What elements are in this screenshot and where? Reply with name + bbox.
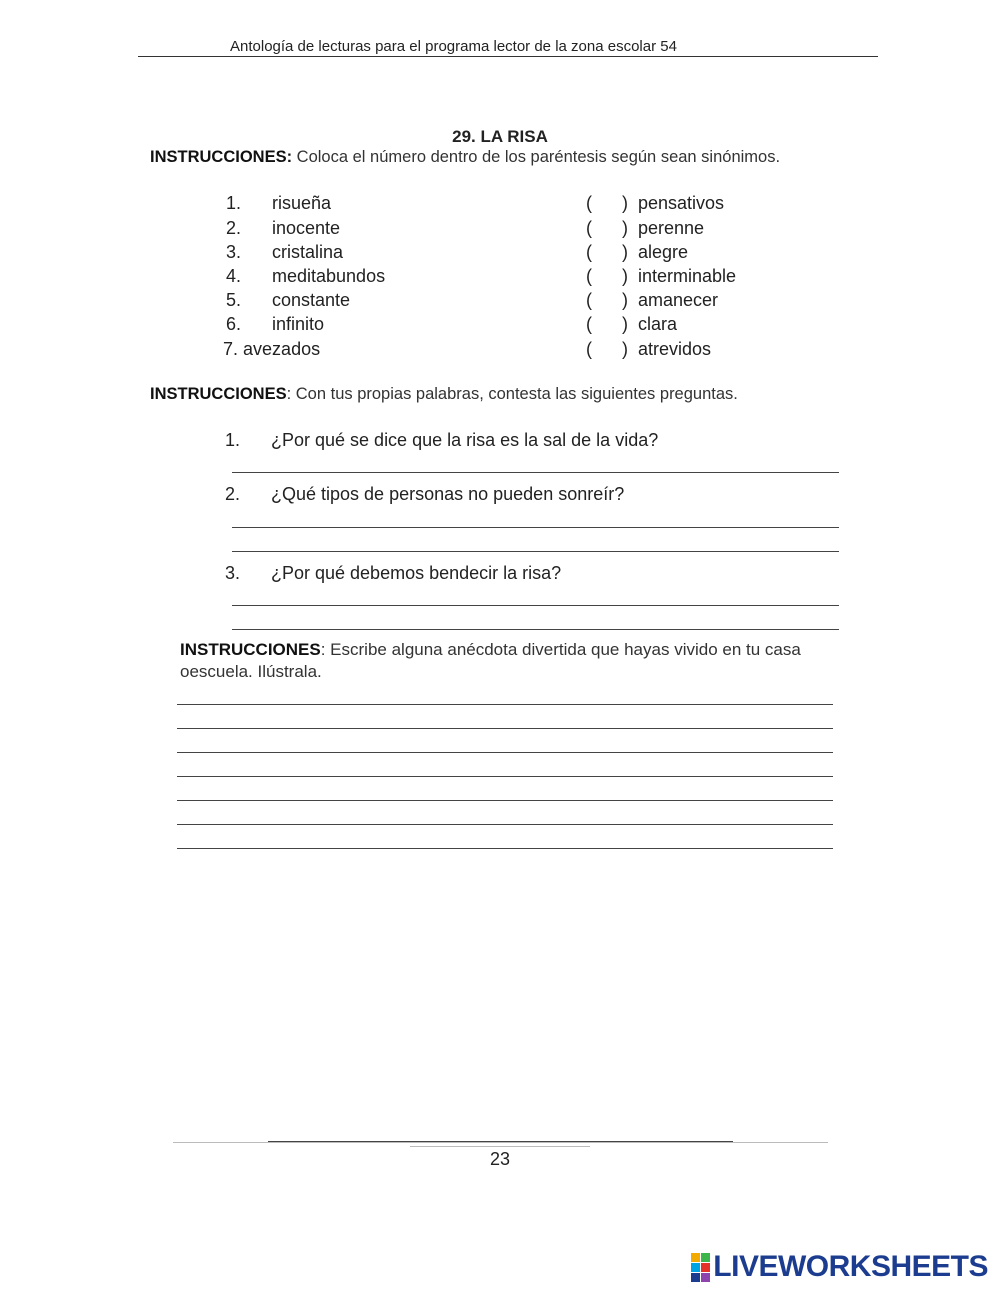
- synonym-item: ( ) perenne: [586, 218, 705, 238]
- answer-parenthesis[interactable]: ( ): [586, 242, 628, 262]
- word-item: 6. infinito: [226, 314, 325, 334]
- word-item: 2. inocente: [226, 218, 341, 238]
- liveworksheets-logo-icon: [691, 1253, 710, 1282]
- header-divider: [138, 56, 878, 57]
- writing-line[interactable]: [177, 728, 833, 729]
- writing-line[interactable]: [177, 704, 833, 705]
- writing-line[interactable]: [177, 776, 833, 777]
- footer-divider: [173, 1142, 828, 1143]
- page-number: 23: [489, 1149, 511, 1169]
- footer-divider: [410, 1146, 590, 1147]
- answer-parenthesis[interactable]: ( ): [586, 314, 628, 334]
- footer-divider: [268, 1141, 733, 1142]
- answer-line[interactable]: [232, 527, 839, 528]
- answer-parenthesis[interactable]: ( ): [586, 218, 628, 238]
- synonym-item: ( ) alegre: [586, 242, 689, 262]
- instructions-anecdote-continued: oescuela. Ilústrala.: [180, 662, 322, 681]
- word-item: 4. meditabundos: [226, 266, 386, 286]
- instructions-label: INSTRUCCIONES:: [150, 148, 293, 166]
- answer-parenthesis[interactable]: ( ): [586, 290, 628, 310]
- instructions-synonyms: [150, 148, 780, 167]
- answer-parenthesis[interactable]: ( ): [586, 339, 628, 359]
- question-1: 1. ¿Por qué se dice que la risa es la sal de la vida?: [225, 430, 659, 450]
- logo-text: LIVEWORKSHEETS: [713, 1250, 988, 1283]
- synonym-item: ( ) pensativos: [586, 193, 725, 213]
- synonym-item: ( ) atrevidos: [586, 339, 712, 359]
- instructions-anecdote: [180, 640, 801, 660]
- answer-line[interactable]: [232, 605, 839, 606]
- word-item: 5. constante: [226, 290, 351, 310]
- synonym-item: ( ) interminable: [586, 266, 737, 286]
- instructions-questions: [150, 385, 738, 404]
- writing-line[interactable]: [177, 848, 833, 849]
- word-item: 7. avezados: [223, 339, 321, 359]
- instructions-text: Coloca el número dentro de los paréntesis según sean sinónimos.: [292, 148, 781, 166]
- question-2: 2. ¿Qué tipos de personas no pueden sonreír?: [225, 484, 625, 504]
- page-header: Antología de lecturas para el programa lector de la zona escolar 54: [230, 38, 677, 55]
- instructions-text: : Escribe alguna anécdota divertida que hayas vivido en tu casa: [320, 640, 801, 659]
- answer-line[interactable]: [232, 551, 839, 552]
- writing-line[interactable]: [177, 824, 833, 825]
- writing-line[interactable]: [177, 800, 833, 801]
- answer-line[interactable]: [232, 472, 839, 473]
- instructions-text: : Con tus propias palabras, contesta las siguientes preguntas.: [286, 385, 738, 403]
- writing-line[interactable]: [177, 752, 833, 753]
- answer-parenthesis[interactable]: ( ): [586, 193, 628, 213]
- question-3: 3. ¿Por qué debemos bendecir la risa?: [225, 563, 562, 583]
- page-title: 29. LA RISA: [452, 127, 548, 146]
- instructions-label: INSTRUCCIONES: [180, 640, 321, 659]
- synonym-item: ( ) clara: [586, 314, 678, 334]
- synonym-item: ( ) amanecer: [586, 290, 719, 310]
- instructions-label: INSTRUCCIONES: [150, 385, 287, 403]
- answer-parenthesis[interactable]: ( ): [586, 266, 628, 286]
- liveworksheets-logo: [691, 1250, 988, 1284]
- word-item: 1. risueña: [226, 193, 332, 213]
- answer-line[interactable]: [232, 629, 839, 630]
- word-item: 3. cristalina: [226, 242, 344, 262]
